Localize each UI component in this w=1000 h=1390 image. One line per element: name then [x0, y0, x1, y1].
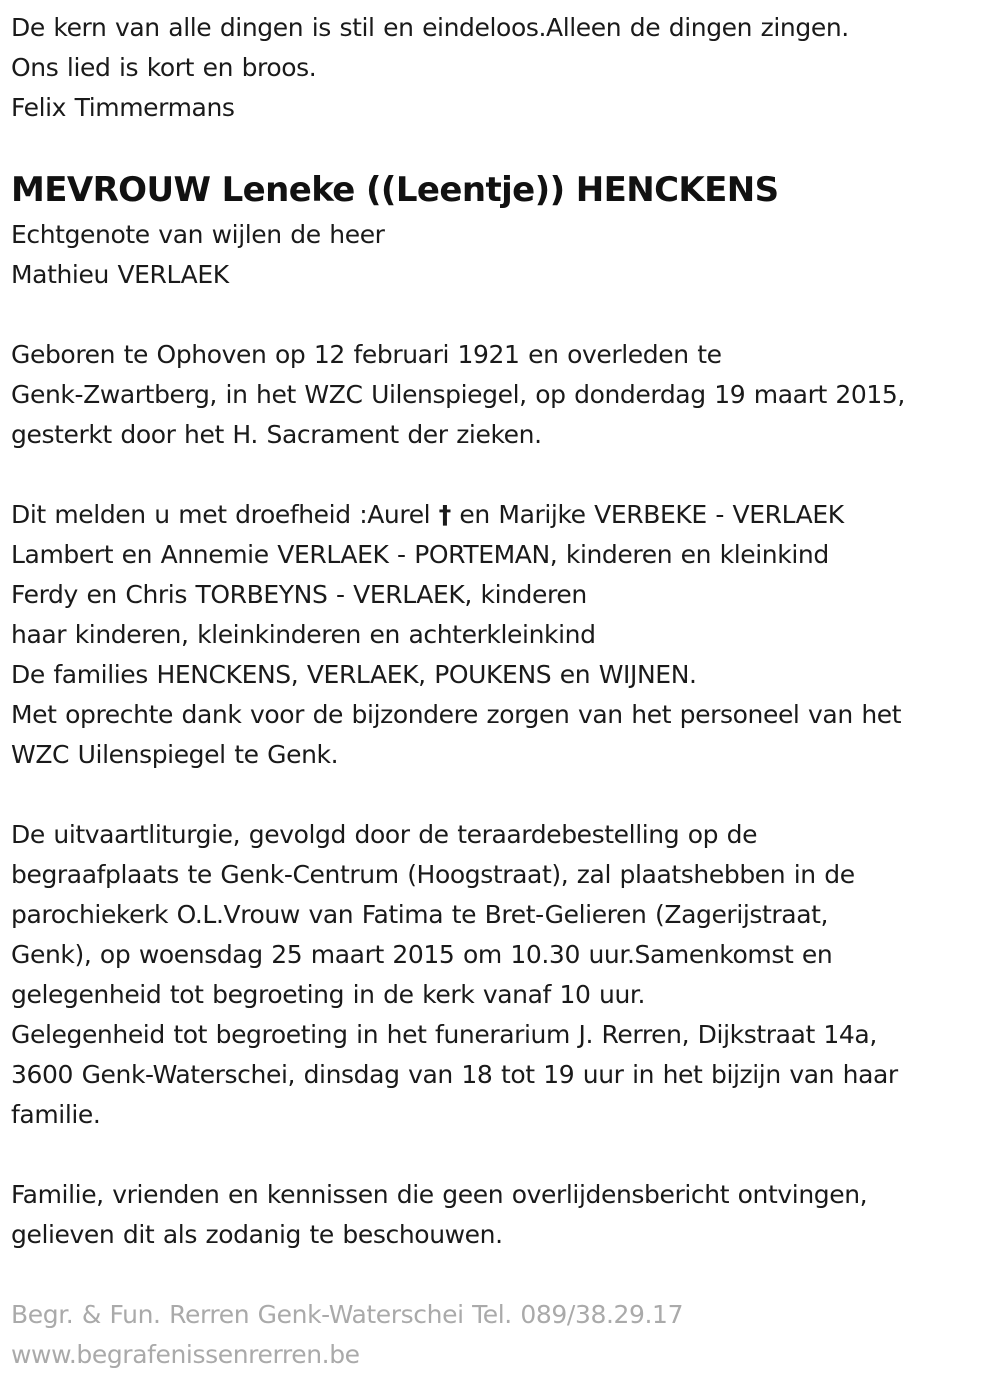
paragraph-line: Genk-Zwartberg, in het WZC Uilenspiegel, op donderdag 19 maart 2015,	[11, 380, 905, 409]
spouse-block	[11, 215, 986, 295]
paragraph-line: gelieven dit als zodanig te beschouwen.	[11, 1220, 503, 1249]
paragraph-line: gelegenheid tot begroeting in de kerk vanaf 10 uur.	[11, 980, 646, 1009]
paragraph-line: begraafplaats te Genk-Centrum (Hoogstraat), zal plaatshebben in de	[11, 860, 855, 889]
footer-website: www.begrafenissenrerren.be	[11, 1340, 360, 1369]
announcement-text-before-cross: Dit melden u met droefheid :Aurel	[11, 500, 439, 529]
notice-paragraph	[11, 1175, 986, 1255]
spouse-line: Mathieu VERLAEK	[11, 260, 229, 289]
deceased-name: MEVROUW Leneke ((Leentje)) HENCKENS	[11, 170, 779, 210]
footer	[11, 1295, 986, 1375]
quote-block	[11, 8, 986, 128]
paragraph-line: Met oprechte dank voor de bijzondere zorgen van het personeel van het	[11, 700, 902, 729]
paragraph-line: 3600 Genk-Waterschei, dinsdag van 18 tot 19 uur in het bijzijn van haar	[11, 1060, 898, 1089]
obituary-document	[11, 8, 986, 1375]
announcement-text-after-cross: en Marijke VERBEKE - VERLAEK	[450, 500, 844, 529]
spouse-line: Echtgenote van wijlen de heer	[11, 220, 385, 249]
birth-death-paragraph	[11, 335, 986, 455]
quote-line: De kern van alle dingen is stil en eindeloos.Alleen de dingen zingen.	[11, 13, 849, 42]
quote-author: Felix Timmermans	[11, 93, 235, 122]
cross-icon: †	[438, 500, 451, 529]
paragraph-line: familie.	[11, 1100, 101, 1129]
paragraph-line: parochiekerk O.L.Vrouw van Fatima te Bret-Gelieren (Zagerijstraat,	[11, 900, 829, 929]
funeral-paragraph	[11, 815, 986, 1135]
paragraph-line: gesterkt door het H. Sacrament der zieken.	[11, 420, 542, 449]
quote-line: Ons lied is kort en broos.	[11, 53, 317, 82]
announcement-paragraph	[11, 495, 986, 775]
paragraph-line: Geboren te Ophoven op 12 februari 1921 en overleden te	[11, 340, 722, 369]
paragraph-line: De uitvaartliturgie, gevolgd door de teraardebestelling op de	[11, 820, 758, 849]
paragraph-line: Genk), op woensdag 25 maart 2015 om 10.30 uur.Samenkomst en	[11, 940, 833, 969]
paragraph-line: WZC Uilenspiegel te Genk.	[11, 740, 339, 769]
paragraph-line: Familie, vrienden en kennissen die geen overlijdensbericht ontvingen,	[11, 1180, 868, 1209]
footer-company: Begr. & Fun. Rerren Genk-Waterschei Tel. 089/38.29.17	[11, 1300, 684, 1329]
paragraph-line: Gelegenheid tot begroeting in het funerarium J. Rerren, Dijkstraat 14a,	[11, 1020, 877, 1049]
paragraph-line: Lambert en Annemie VERLAEK - PORTEMAN, kinderen en kleinkind	[11, 540, 829, 569]
paragraph-line: De families HENCKENS, VERLAEK, POUKENS en WIJNEN.	[11, 660, 697, 689]
announcement-first-line	[11, 495, 986, 535]
paragraph-line: Ferdy en Chris TORBEYNS - VERLAEK, kinderen	[11, 580, 587, 609]
paragraph-line: haar kinderen, kleinkinderen en achterkleinkind	[11, 620, 596, 649]
